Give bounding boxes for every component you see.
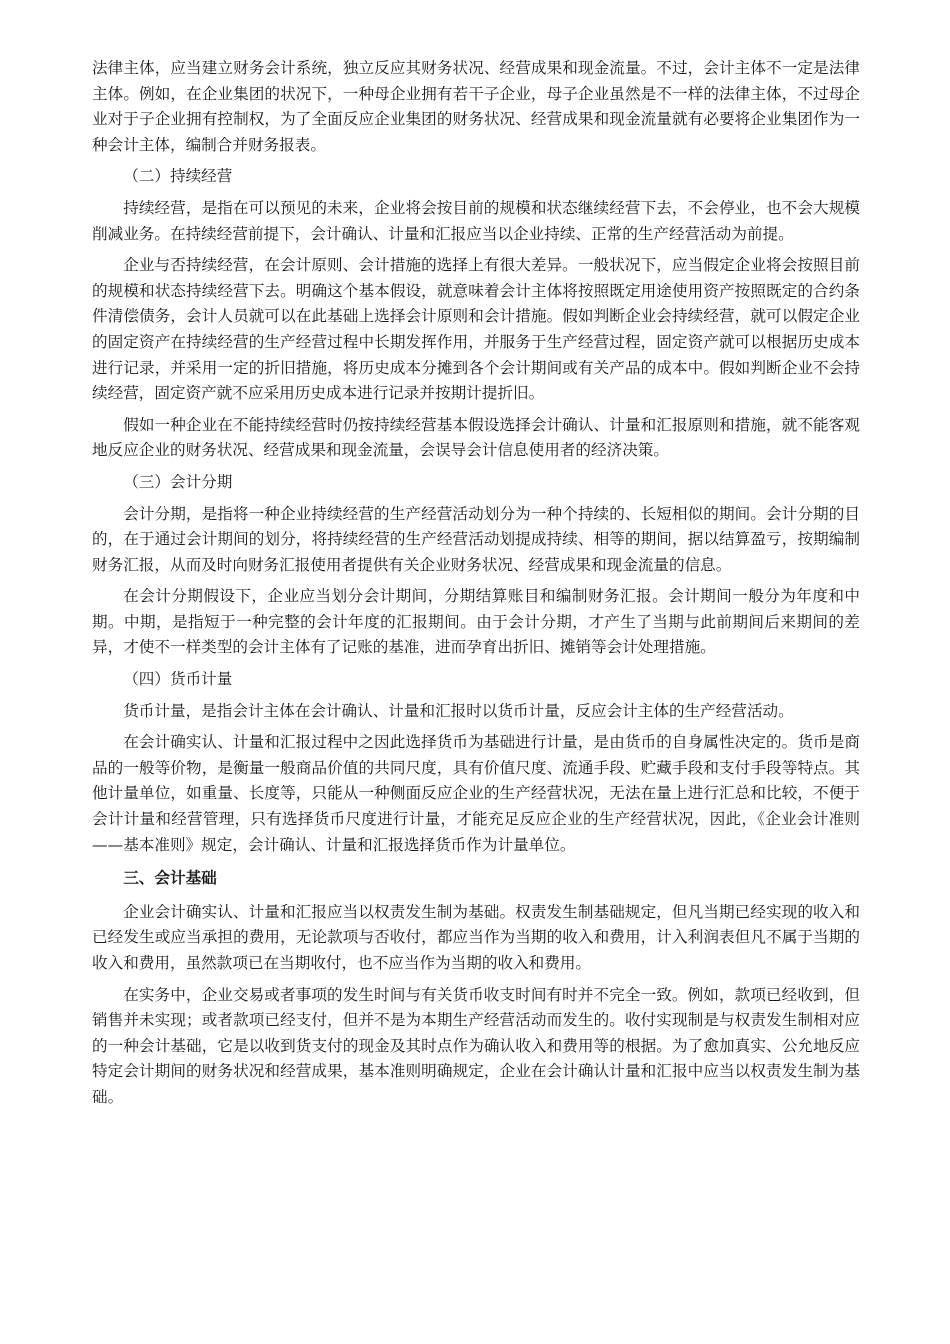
paragraph-monetary-definition: 货币计量，是指会计主体在会计确认、计量和汇报时以货币计量，反应会计主体的生产经营活动。 — [123, 701, 794, 720]
paragraph-accounting-entity-continued: 法律主体，应当建立财务会计系统，独立反应其财务状况、经营成果和现金流量。不过，会计主体不一定是法律主体。例如，在企业集团的状况下，一种母企业拥有若干子企业，母子企业虽然是不一样的法律主体，不过母企业对于子企业拥有控制权，为了全面反应企业集团的财务状况、经营成果和现金流量就有必要将企业集团作为一种会计主体，编制合并财务报表。 — [92, 59, 860, 154]
paragraph-going-concern-assumption: 企业与否持续经营，在会计原则、会计措施的选择上有很大差异。一般状况下，应当假定企业将会按照目前的规模和状态持续经营下去。明确这个基本假设，就意味着会计主体将按照既定用途使用资产按照既定的合约条件清偿债务，会计人员就可以在此基础上选择会计原则和会计措施。假如判断企业会持续经营，就可以假定企业的固定资产在持续经营的生产经营过程中长期发挥作用，并服务于生产经营过程，固定资产就可以根据历史成本进行记录，并采用一定的折旧措施，将历史成本分摊到各个会计期间或有关产品的成本中。假如判断企业不会持续经营，固定资产就不应采用历史成本进行记录并按期计提折旧。 — [92, 256, 860, 403]
subheading-monetary-measurement: （四）货币计量 — [123, 670, 233, 689]
paragraph-accounting-period-definition: 会计分期，是指将一种企业持续经营的生产经营活动划分为一种个持续的、长短相似的期间。会计分期的目的，在于通过会计期间的划分，将持续经营的生产经营活动划提成持续、相等的期间，据以结算盈亏，按期编制财务汇报，从而及时向财务汇报使用者提供有关企业财务状况、经营成果和现金流量的信息。 — [92, 504, 860, 574]
subheading-going-concern: （二）持续经营 — [123, 167, 233, 186]
paragraph-accrual-basis: 企业会计确实认、计量和汇报应当以权责发生制为基础。权责发生制基础规定，但凡当期已经实现的收入和已经发生或应当承担的费用，无论款项与否收付，都应当作为当期的收入和费用，计入利润表但凡不属于当期的收入和费用，虽然款项已在当期收付，也不应当作为当期的收入和费用。 — [92, 902, 860, 972]
document-page — [92, 56, 860, 1117]
section-heading-accounting-basis: 三、会计基础 — [123, 869, 217, 888]
paragraph-accounting-period-assumption: 在会计分期假设下，企业应当划分会计期间，分期结算账目和编制财务汇报。会计期间一般分为年度和中期。中期，是指短于一种完整的会计年度的汇报期间。由于会计分期，才产生了当期与此前期间后来期间的差异，才使不一样类型的会计主体有了记账的基准，进而孕育出折旧、摊销等会计处理措施。 — [92, 587, 860, 657]
paragraph-monetary-reason: 在会计确实认、计量和汇报过程中之因此选择货币为基础进行计量，是由货币的自身属性决定的。货币是商品的一般等价物，是衡量一般商品价值的共同尺度，具有价值尺度、流通手段、贮藏手段和支付手段等特点。其他计量单位，如重量、长度等，只能从一种侧面反应企业的生产经营状况，无法在量上进行汇总和比较，不便于会计计量和经营管理，只有选择货币尺度进行计量，才能充足反应企业的生产经营状况，因此，《企业会计准则——基本准则》规定，会计确认、计量和汇报选择货币作为计量单位。 — [92, 733, 860, 854]
paragraph-going-concern-consequence: 假如一种企业在不能持续经营时仍按持续经营基本假设选择会计确认、计量和汇报原则和措施，就不能客观地反应企业的财务状况、经营成果和现金流量，会误导会计信息使用者的经济决策。 — [92, 415, 860, 460]
paragraph-going-concern-definition: 持续经营，是指在可以预见的未来，企业将会按目前的规模和状态继续经营下去，不会停业，也不会大规模削减业务。在持续经营前提下，会计确认、计量和汇报应当以企业持续、正常的生产经营活动为前提。 — [92, 198, 860, 243]
subheading-accounting-period: （三）会计分期 — [123, 472, 233, 491]
paragraph-cash-vs-accrual: 在实务中，企业交易或者事项的发生时间与有关货币收支时间有时并不完全一致。例如，款项已经收到，但销售并未实现；或者款项已经支付，但并不是为本期生产经营活动而发生的。收付实现制是与权责发生制相对应的一种会计基础，它是以收到货支付的现金及其时点作为确认收入和费用等的根据。为了愈加真实、公允地反应特定会计期间的财务状况和经营成果，基本准则明确规定，企业在会计确认计量和汇报中应当以权责发生制为基础。 — [92, 985, 860, 1106]
